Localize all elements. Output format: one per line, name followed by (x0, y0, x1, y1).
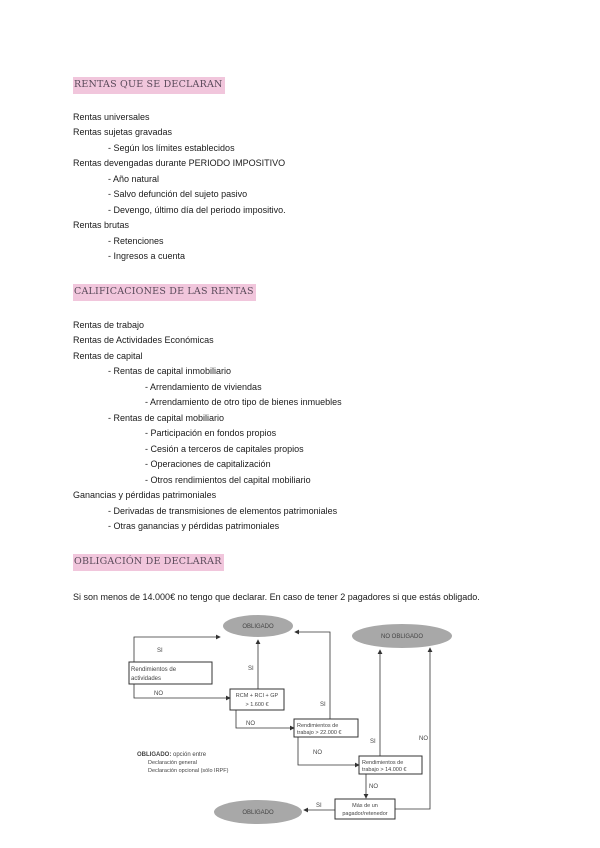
mas-de-un-pagador-label-2: pagador/retenedor (342, 811, 388, 817)
list-item: - Ingresos a cuenta (108, 251, 186, 261)
list-item: - Otros rendimientos del capital mobiliario (145, 475, 311, 485)
list-item: Rentas de trabajo (73, 320, 145, 330)
rend-trabajo-22000-label-2: trabajo > 22.000 € (297, 730, 342, 736)
section-heading-calificaciones: CALIFICACIONES DE LAS RENTAS (73, 284, 256, 301)
rend-trabajo-14000-label-1: Rendimientos de (362, 760, 404, 766)
label-no: NO (246, 721, 255, 727)
connector-actividades-no (134, 684, 230, 698)
list-item: - Arrendamiento de viviendas (145, 382, 262, 392)
list-item: Rentas devengadas durante PERIODO IMPOSITIVO (73, 158, 286, 168)
label-no: NO (369, 784, 378, 790)
section-heading-obligacion: OBLIGACIÓN DE DECLARAR (73, 554, 224, 571)
label-no: NO (154, 691, 163, 697)
list-item: - Participación en fondos propios (145, 428, 277, 438)
list-item: Rentas de Actividades Económicas (73, 335, 214, 345)
no-obligado-label: NO OBLIGADO (380, 634, 424, 640)
obligado-note-line-1: Declaración general (148, 760, 197, 766)
list-item: Rentas de capital (73, 351, 143, 361)
list-item: - Salvo defunción del sujeto pasivo (108, 189, 248, 199)
rcm-label-1: RCM + RCI + GP (235, 693, 279, 699)
label-si: SI (248, 666, 254, 672)
connector-pagadores-no (395, 648, 430, 809)
rend-actividades-label-2: actividades (131, 676, 162, 682)
obligado-note-title: OBLIGADO: opción entre (137, 752, 207, 758)
intro-text: Si son menos de 14.000€ no tengo que declarar. En caso de tener 2 pagadores si que estás obligado. (73, 592, 480, 602)
list-item: - Arrendamiento de otro tipo de bienes inmuebles (145, 397, 342, 407)
mas-de-un-pagador-label-1: Más de un (352, 803, 378, 809)
rend-actividades-label-1: Rendimientos de (131, 667, 177, 673)
rend-trabajo-22000-label-1: Rendimientos de (297, 723, 339, 729)
list-item: - Rentas de capital inmobiliario (108, 366, 232, 376)
list-item: - Año natural (108, 174, 160, 184)
rend-trabajo-14000-label-2: trabajo > 14.000 € (362, 767, 407, 773)
list-item: - Otras ganancias y pérdidas patrimoniales (108, 521, 280, 531)
list-item: - Según los límites establecidos (108, 143, 235, 153)
label-si: SI (370, 739, 376, 745)
list-item: - Cesión a terceros de capitales propios (145, 444, 304, 454)
connector-trabajo22000-no (298, 737, 359, 765)
list-item: Rentas sujetas gravadas (73, 127, 173, 137)
list-item: Rentas brutas (73, 220, 130, 230)
label-si: SI (316, 803, 322, 809)
label-si: SI (157, 648, 163, 654)
list-item: Ganancias y pérdidas patrimoniales (73, 490, 217, 500)
obligado-bottom-label: OBLIGADO (242, 810, 274, 816)
connector-rcm-no (236, 710, 294, 728)
section-heading-rentas: RENTAS QUE SE DECLARAN (73, 77, 225, 94)
list-item: - Retenciones (108, 236, 164, 246)
list-item: - Derivadas de transmisiones de elementos patrimoniales (108, 506, 338, 516)
list-item: Rentas universales (73, 112, 150, 122)
list-item: - Rentas de capital mobiliario (108, 413, 225, 423)
label-si: SI (320, 702, 326, 708)
connector-actividades-si (134, 637, 220, 662)
list-item: - Operaciones de capitalización (145, 459, 271, 469)
rcm-label-2: > 1.600 € (245, 702, 269, 708)
obligado-note-line-2: Declaración opcional (sólo IRPF) (148, 768, 229, 774)
obligado-top-label: OBLIGADO (242, 624, 274, 630)
label-no: NO (313, 750, 322, 756)
label-no: NO (419, 736, 428, 742)
list-item: - Devengo, último día del periodo impositivo. (108, 205, 286, 215)
